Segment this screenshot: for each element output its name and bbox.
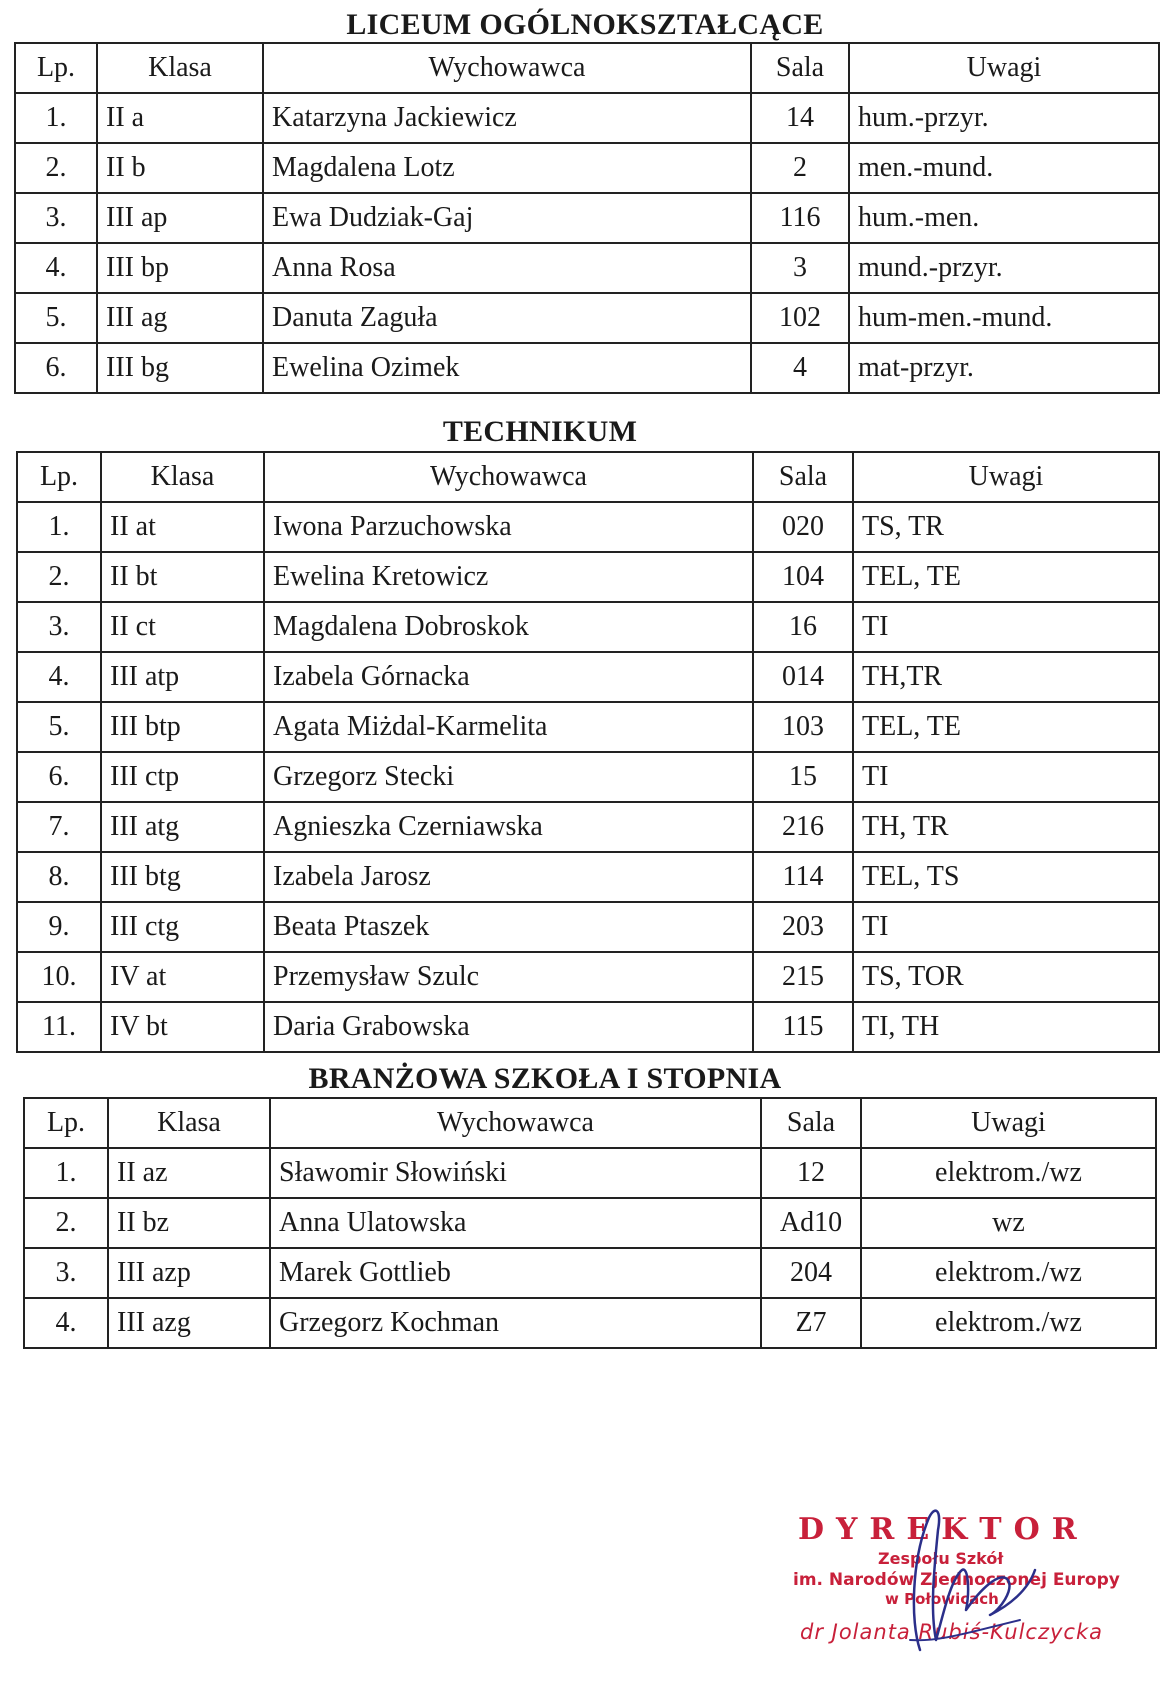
- cell-lp: 3.: [15, 193, 97, 243]
- cell-wychowawca: Agata Miżdal-Karmelita: [264, 702, 753, 752]
- cell-klasa: II bt: [101, 552, 264, 602]
- cell-klasa: III btp: [101, 702, 264, 752]
- cell-lp: 7.: [17, 802, 101, 852]
- table-row: [17, 502, 1159, 552]
- cell-wychowawca: Izabela Jarosz: [264, 852, 753, 902]
- table-row: [17, 752, 1159, 802]
- cell-uwagi: wz: [861, 1198, 1156, 1248]
- table-row: [17, 852, 1159, 902]
- header-sala: Sala: [751, 43, 849, 93]
- table-row: [17, 1002, 1159, 1052]
- signature-image: [850, 1500, 1040, 1660]
- cell-uwagi: hum.-przyr.: [849, 93, 1159, 143]
- table-row: [17, 652, 1159, 702]
- cell-uwagi: TEL, TE: [853, 552, 1159, 602]
- cell-wychowawca: Ewa Dudziak-Gaj: [263, 193, 751, 243]
- cell-klasa: III ag: [97, 293, 263, 343]
- cell-uwagi: elektrom./wz: [861, 1248, 1156, 1298]
- cell-sala: 3: [751, 243, 849, 293]
- cell-sala: 12: [761, 1148, 861, 1198]
- cell-uwagi: mund.-przyr.: [849, 243, 1159, 293]
- cell-klasa: III atp: [101, 652, 264, 702]
- cell-uwagi: TH, TR: [853, 802, 1159, 852]
- cell-klasa: II at: [101, 502, 264, 552]
- cell-lp: 2.: [24, 1198, 108, 1248]
- stamp-title: DYREKTOR: [798, 1512, 1089, 1547]
- table-row: [15, 343, 1159, 393]
- cell-sala: 115: [753, 1002, 853, 1052]
- cell-lp: 11.: [17, 1002, 101, 1052]
- table-row: [17, 902, 1159, 952]
- cell-uwagi: hum-men.-mund.: [849, 293, 1159, 343]
- table-row: [17, 802, 1159, 852]
- cell-lp: 10.: [17, 952, 101, 1002]
- cell-uwagi: hum.-men.: [849, 193, 1159, 243]
- cell-klasa: III atg: [101, 802, 264, 852]
- header-wychowawca: Wychowawca: [270, 1098, 761, 1148]
- cell-sala: 14: [751, 93, 849, 143]
- table-row: [17, 702, 1159, 752]
- cell-lp: 2.: [15, 143, 97, 193]
- cell-sala: 020: [753, 502, 853, 552]
- table-row: [15, 193, 1159, 243]
- cell-sala: 102: [751, 293, 849, 343]
- cell-wychowawca: Marek Gottlieb: [270, 1248, 761, 1298]
- cell-sala: 103: [753, 702, 853, 752]
- cell-lp: 6.: [17, 752, 101, 802]
- cell-lp: 5.: [15, 293, 97, 343]
- cell-sala: 216: [753, 802, 853, 852]
- table-header-row: [15, 43, 1159, 93]
- cell-lp: 5.: [17, 702, 101, 752]
- header-klasa: Klasa: [108, 1098, 270, 1148]
- cell-lp: 2.: [17, 552, 101, 602]
- table-header-row: [17, 452, 1159, 502]
- header-uwagi: Uwagi: [853, 452, 1159, 502]
- cell-sala: 204: [761, 1248, 861, 1298]
- table-row: [15, 293, 1159, 343]
- technikum-table: [16, 451, 1160, 1053]
- cell-wychowawca: Beata Ptaszek: [264, 902, 753, 952]
- header-wychowawca: Wychowawca: [264, 452, 753, 502]
- liceum-rows: [15, 93, 1159, 393]
- technikum-title: TECHNIKUM: [442, 415, 638, 448]
- cell-lp: 1.: [15, 93, 97, 143]
- branzowa-rows: [24, 1148, 1156, 1348]
- cell-sala: 014: [753, 652, 853, 702]
- cell-sala: 203: [753, 902, 853, 952]
- cell-wychowawca: Sławomir Słowiński: [270, 1148, 761, 1198]
- cell-uwagi: TI: [853, 752, 1159, 802]
- cell-klasa: II b: [97, 143, 263, 193]
- cell-uwagi: elektrom./wz: [861, 1298, 1156, 1348]
- table-row: [24, 1148, 1156, 1198]
- cell-uwagi: TEL, TS: [853, 852, 1159, 902]
- header-klasa: Klasa: [101, 452, 264, 502]
- cell-sala: 114: [753, 852, 853, 902]
- header-lp: Lp.: [15, 43, 97, 93]
- header-uwagi: Uwagi: [849, 43, 1159, 93]
- cell-lp: 1.: [24, 1148, 108, 1198]
- cell-wychowawca: Agnieszka Czerniawska: [264, 802, 753, 852]
- table-row: [17, 552, 1159, 602]
- cell-klasa: IV bt: [101, 1002, 264, 1052]
- cell-klasa: II ct: [101, 602, 264, 652]
- table-row: [15, 243, 1159, 293]
- director-stamp: [760, 1500, 1160, 1665]
- header-lp: Lp.: [17, 452, 101, 502]
- cell-sala: 215: [753, 952, 853, 1002]
- cell-wychowawca: Anna Ulatowska: [270, 1198, 761, 1248]
- stamp-line-2: im. Narodów Zjednoczonej Europy: [793, 1570, 1120, 1590]
- cell-klasa: IV at: [101, 952, 264, 1002]
- header-lp: Lp.: [24, 1098, 108, 1148]
- cell-klasa: III ctp: [101, 752, 264, 802]
- cell-wychowawca: Grzegorz Kochman: [270, 1298, 761, 1348]
- cell-uwagi: TS, TR: [853, 502, 1159, 552]
- table-row: [17, 602, 1159, 652]
- cell-lp: 4.: [17, 652, 101, 702]
- cell-lp: 4.: [15, 243, 97, 293]
- cell-uwagi: TI: [853, 902, 1159, 952]
- table-row: [24, 1298, 1156, 1348]
- cell-wychowawca: Magdalena Lotz: [263, 143, 751, 193]
- cell-sala: 2: [751, 143, 849, 193]
- cell-wychowawca: Ewelina Ozimek: [263, 343, 751, 393]
- cell-klasa: III ap: [97, 193, 263, 243]
- cell-wychowawca: Iwona Parzuchowska: [264, 502, 753, 552]
- cell-lp: 1.: [17, 502, 101, 552]
- branzowa-title: BRANŻOWA SZKOŁA I STOPNIA: [308, 1062, 782, 1095]
- cell-sala: 15: [753, 752, 853, 802]
- stamp-line-1: Zespołu Szkół: [878, 1549, 1004, 1568]
- cell-lp: 3.: [24, 1248, 108, 1298]
- cell-wychowawca: Daria Grabowska: [264, 1002, 753, 1052]
- cell-lp: 8.: [17, 852, 101, 902]
- cell-wychowawca: Anna Rosa: [263, 243, 751, 293]
- stamp-line-3: w Połowicach: [885, 1590, 999, 1608]
- cell-klasa: III ctg: [101, 902, 264, 952]
- cell-sala: 4: [751, 343, 849, 393]
- header-sala: Sala: [753, 452, 853, 502]
- cell-lp: 3.: [17, 602, 101, 652]
- table-row: [24, 1198, 1156, 1248]
- cell-klasa: III bg: [97, 343, 263, 393]
- header-sala: Sala: [761, 1098, 861, 1148]
- branzowa-table: [23, 1097, 1157, 1349]
- table-row: [15, 143, 1159, 193]
- table-row: [15, 93, 1159, 143]
- liceum-title: LICEUM OGÓLNOKSZTAŁCĄCE: [346, 8, 824, 41]
- cell-uwagi: TI: [853, 602, 1159, 652]
- cell-uwagi: elektrom./wz: [861, 1148, 1156, 1198]
- table-header-row: [24, 1098, 1156, 1148]
- cell-wychowawca: Ewelina Kretowicz: [264, 552, 753, 602]
- cell-klasa: II a: [97, 93, 263, 143]
- cell-lp: 9.: [17, 902, 101, 952]
- cell-lp: 4.: [24, 1298, 108, 1348]
- stamp-name: dr Jolanta Rubiś-Kulczycka: [800, 1620, 1103, 1644]
- cell-uwagi: TEL, TE: [853, 702, 1159, 752]
- cell-klasa: II az: [108, 1148, 270, 1198]
- cell-wychowawca: Magdalena Dobroskok: [264, 602, 753, 652]
- cell-klasa: III azp: [108, 1248, 270, 1298]
- cell-uwagi: TI, TH: [853, 1002, 1159, 1052]
- cell-wychowawca: Izabela Górnacka: [264, 652, 753, 702]
- cell-klasa: III btg: [101, 852, 264, 902]
- cell-uwagi: TS, TOR: [853, 952, 1159, 1002]
- liceum-table: [14, 42, 1160, 394]
- header-uwagi: Uwagi: [861, 1098, 1156, 1148]
- cell-uwagi: mat-przyr.: [849, 343, 1159, 393]
- technikum-rows: [17, 502, 1159, 1052]
- cell-klasa: II bz: [108, 1198, 270, 1248]
- header-wychowawca: Wychowawca: [263, 43, 751, 93]
- cell-sala: 104: [753, 552, 853, 602]
- cell-sala: Z7: [761, 1298, 861, 1348]
- header-klasa: Klasa: [97, 43, 263, 93]
- cell-wychowawca: Przemysław Szulc: [264, 952, 753, 1002]
- cell-sala: Ad10: [761, 1198, 861, 1248]
- cell-wychowawca: Danuta Zaguła: [263, 293, 751, 343]
- cell-uwagi: TH,TR: [853, 652, 1159, 702]
- cell-sala: 16: [753, 602, 853, 652]
- table-row: [17, 952, 1159, 1002]
- cell-wychowawca: Katarzyna Jackiewicz: [263, 93, 751, 143]
- table-row: [24, 1248, 1156, 1298]
- cell-uwagi: men.-mund.: [849, 143, 1159, 193]
- cell-klasa: III bp: [97, 243, 263, 293]
- cell-lp: 6.: [15, 343, 97, 393]
- cell-wychowawca: Grzegorz Stecki: [264, 752, 753, 802]
- cell-sala: 116: [751, 193, 849, 243]
- cell-klasa: III azg: [108, 1298, 270, 1348]
